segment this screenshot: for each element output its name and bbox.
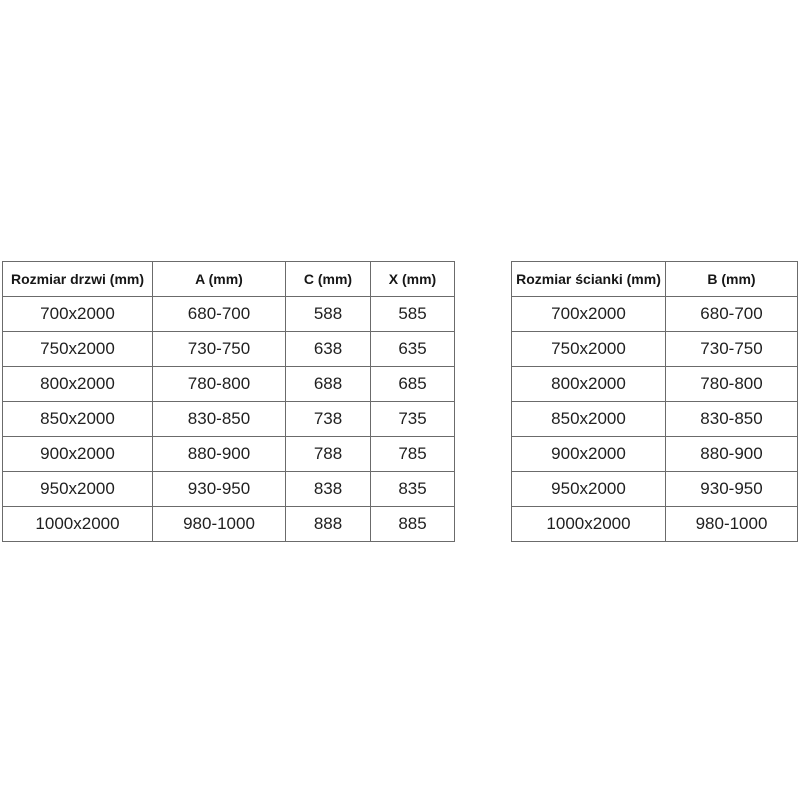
table-cell: 750x2000 — [512, 332, 666, 367]
table-cell: 1000x2000 — [3, 507, 153, 542]
table-cell: 830-850 — [666, 402, 798, 437]
table-cell: 700x2000 — [512, 297, 666, 332]
table-cell: 838 — [286, 472, 371, 507]
table-cell: 1000x2000 — [512, 507, 666, 542]
table-cell: 685 — [371, 367, 455, 402]
wall-size-table — [511, 261, 798, 542]
table-cell: 730-750 — [666, 332, 798, 367]
table-row — [3, 367, 455, 402]
table-row — [512, 507, 798, 542]
table-cell: 738 — [286, 402, 371, 437]
table-row — [3, 332, 455, 367]
table-cell: 900x2000 — [512, 437, 666, 472]
table-cell: 700x2000 — [3, 297, 153, 332]
wall-size-table-body — [512, 297, 798, 542]
table-cell: 850x2000 — [3, 402, 153, 437]
column-header: Rozmiar drzwi (mm) — [3, 262, 153, 297]
table-row — [512, 297, 798, 332]
column-header: Rozmiar ścianki (mm) — [512, 262, 666, 297]
table-cell: 638 — [286, 332, 371, 367]
table-cell: 680-700 — [666, 297, 798, 332]
table-cell: 800x2000 — [3, 367, 153, 402]
table-cell: 788 — [286, 437, 371, 472]
table-cell: 950x2000 — [512, 472, 666, 507]
table-row — [3, 297, 455, 332]
table-cell: 780-800 — [666, 367, 798, 402]
table-row — [512, 437, 798, 472]
wall-size-table-header — [512, 262, 798, 297]
table-cell: 880-900 — [153, 437, 286, 472]
table-cell: 900x2000 — [3, 437, 153, 472]
column-header: C (mm) — [286, 262, 371, 297]
table-row — [3, 437, 455, 472]
table-cell: 930-950 — [666, 472, 798, 507]
header-row — [3, 262, 455, 297]
table-cell: 635 — [371, 332, 455, 367]
table-cell: 850x2000 — [512, 402, 666, 437]
table-cell: 930-950 — [153, 472, 286, 507]
column-header: B (mm) — [666, 262, 798, 297]
table-cell: 588 — [286, 297, 371, 332]
table-cell: 780-800 — [153, 367, 286, 402]
table-row — [3, 472, 455, 507]
table-cell: 750x2000 — [3, 332, 153, 367]
table-cell: 980-1000 — [666, 507, 798, 542]
table-cell: 800x2000 — [512, 367, 666, 402]
table-row — [512, 367, 798, 402]
table-row — [3, 507, 455, 542]
table-row — [512, 472, 798, 507]
table-cell: 830-850 — [153, 402, 286, 437]
table-row — [3, 402, 455, 437]
table-cell: 585 — [371, 297, 455, 332]
door-size-table — [2, 261, 455, 542]
table-cell: 785 — [371, 437, 455, 472]
table-cell: 688 — [286, 367, 371, 402]
table-row — [512, 402, 798, 437]
door-size-table-header — [3, 262, 455, 297]
door-size-table-body — [3, 297, 455, 542]
table-cell: 888 — [286, 507, 371, 542]
table-cell: 950x2000 — [3, 472, 153, 507]
table-cell: 730-750 — [153, 332, 286, 367]
table-row — [512, 332, 798, 367]
table-cell: 735 — [371, 402, 455, 437]
table-cell: 680-700 — [153, 297, 286, 332]
table-cell: 880-900 — [666, 437, 798, 472]
column-header: X (mm) — [371, 262, 455, 297]
column-header: A (mm) — [153, 262, 286, 297]
table-cell: 885 — [371, 507, 455, 542]
header-row — [512, 262, 798, 297]
table-cell: 980-1000 — [153, 507, 286, 542]
table-cell: 835 — [371, 472, 455, 507]
